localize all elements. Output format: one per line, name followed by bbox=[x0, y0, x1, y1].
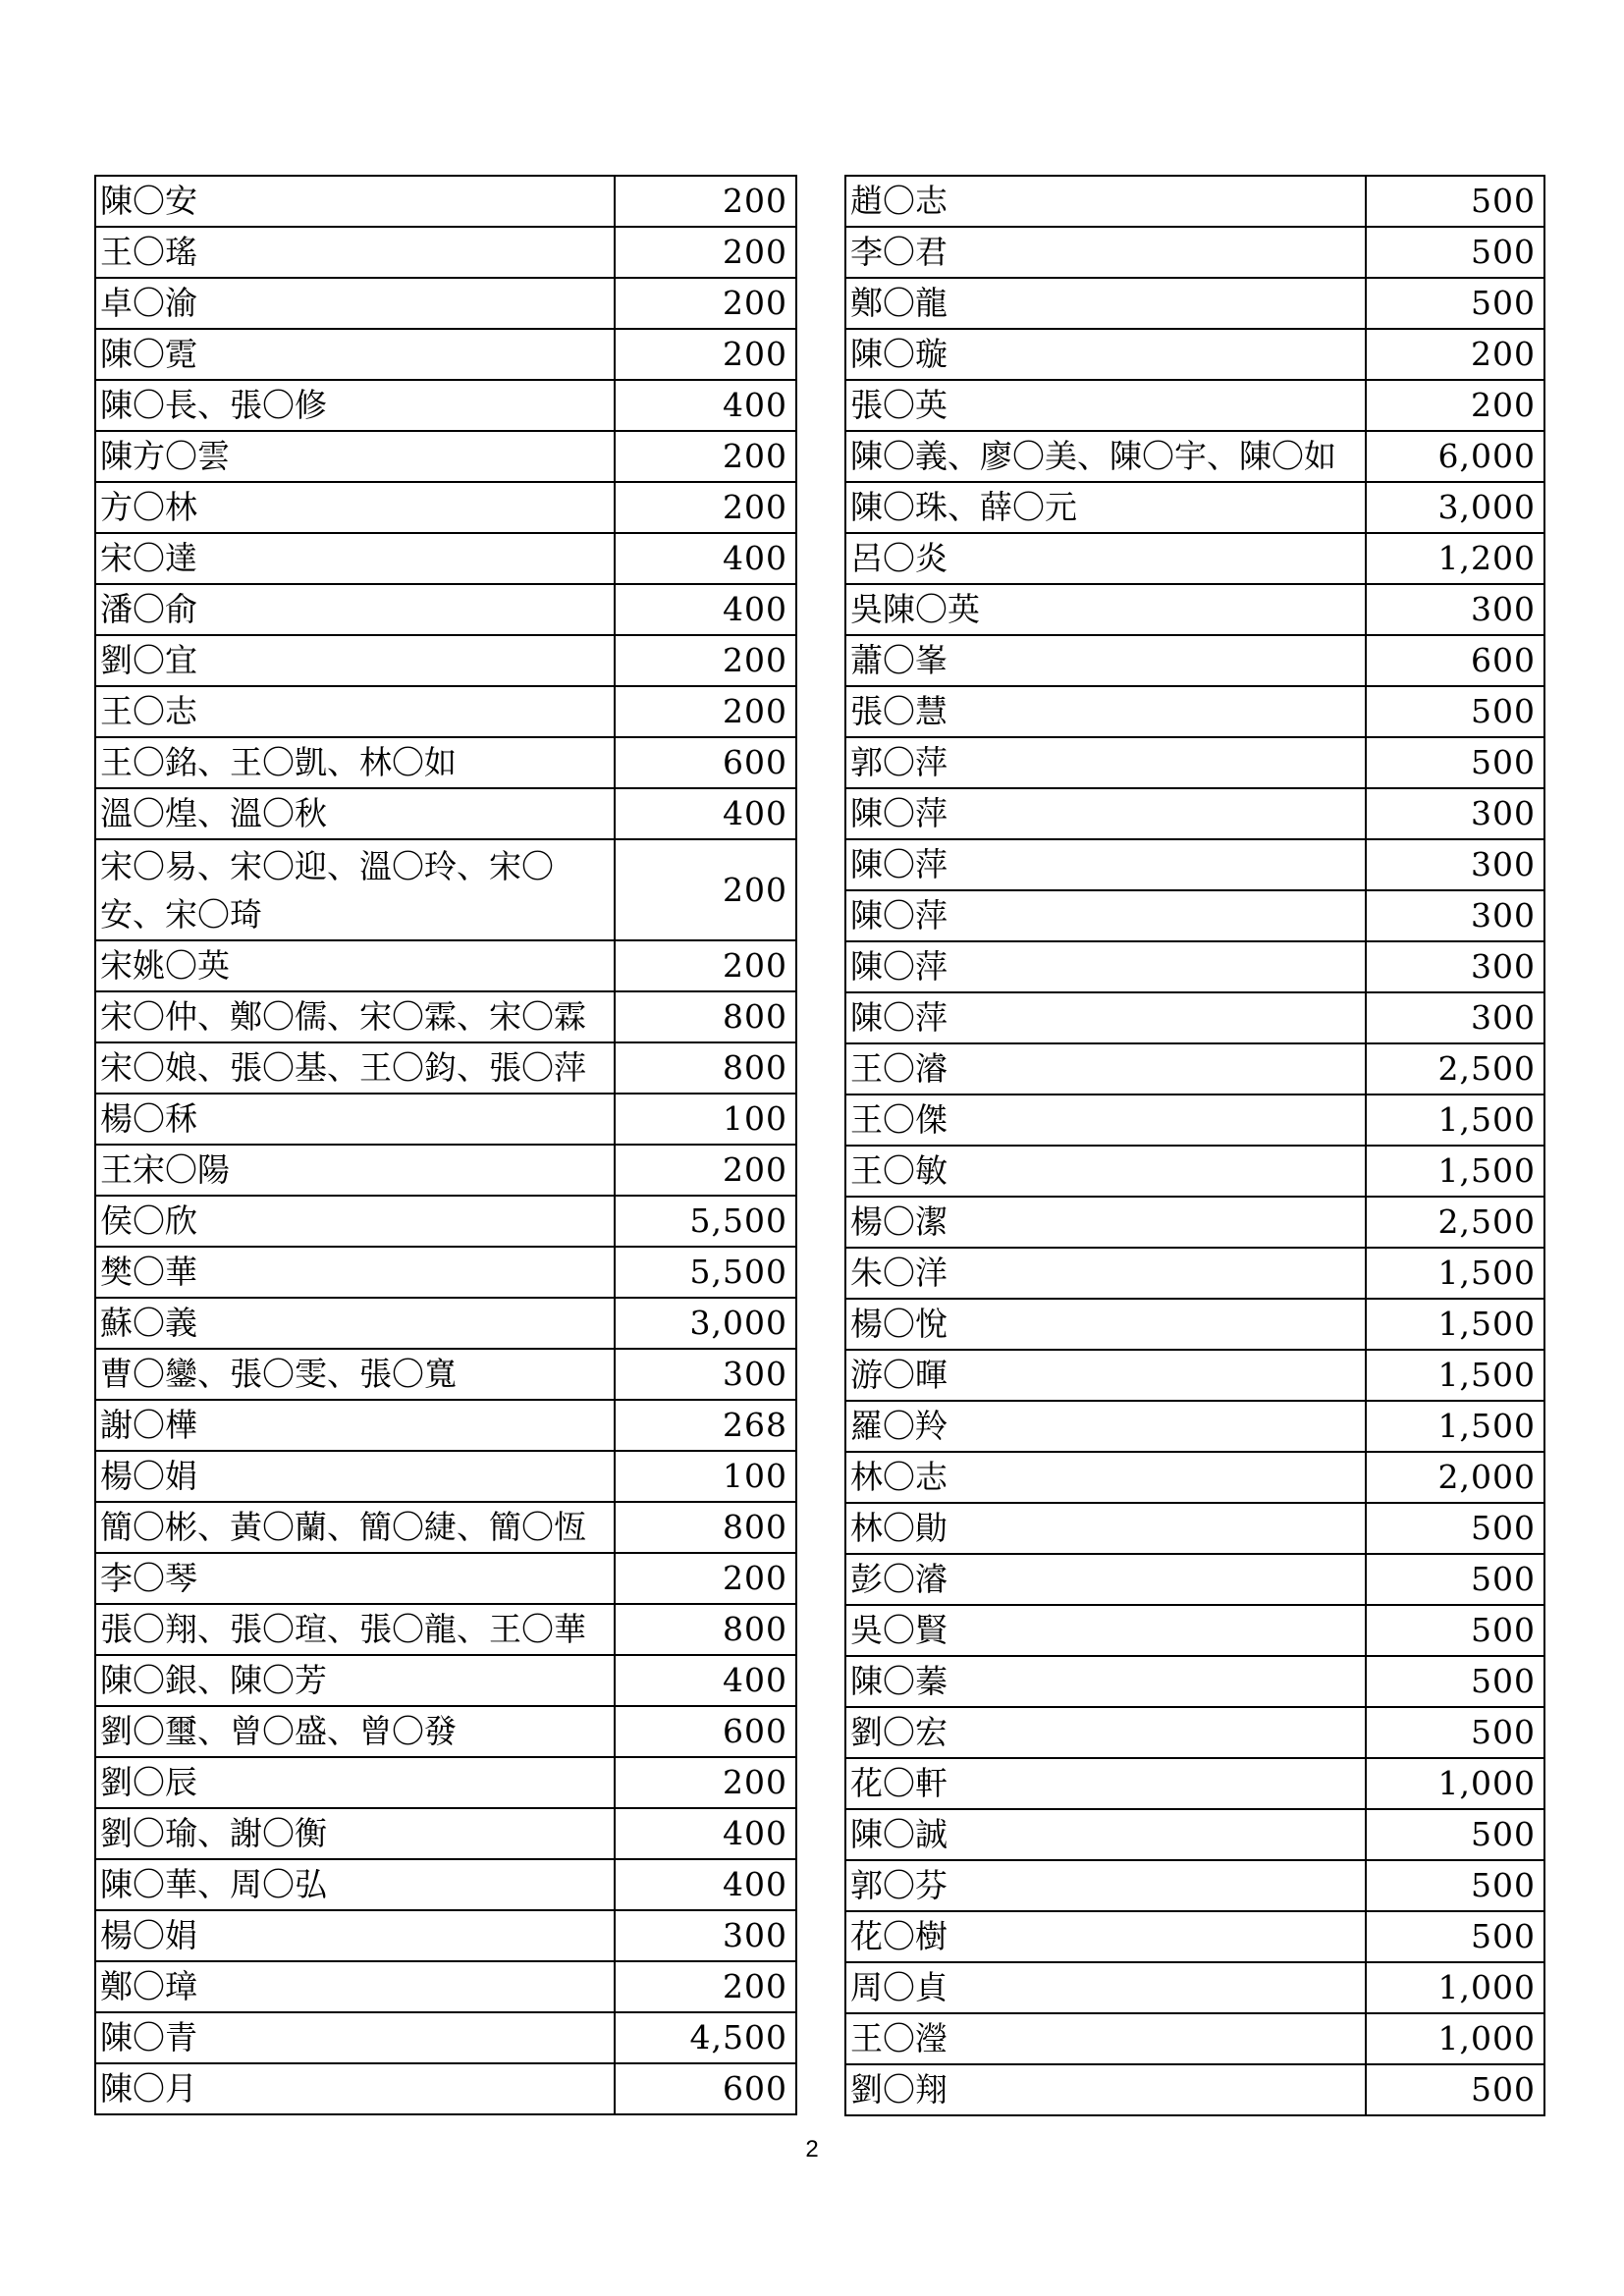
table-row bbox=[95, 1298, 796, 1349]
table-row bbox=[95, 1961, 796, 2012]
table-row bbox=[95, 1145, 796, 1196]
donor-name-cell: 方〇林 bbox=[95, 482, 615, 533]
donor-name-cell: 郭〇芬 bbox=[845, 1860, 1366, 1911]
table-row bbox=[845, 737, 1544, 788]
donor-name-cell: 溫〇煌、溫〇秋 bbox=[95, 788, 615, 839]
donation-amount-cell: 2,500 bbox=[1366, 1197, 1544, 1248]
donor-name-cell: 陳方〇雲 bbox=[95, 431, 615, 482]
donor-name-cell: 李〇琴 bbox=[95, 1553, 615, 1604]
donor-name-cell: 呂〇炎 bbox=[845, 533, 1366, 584]
donation-amount-cell: 300 bbox=[1366, 992, 1544, 1043]
donation-amount-cell: 400 bbox=[615, 533, 796, 584]
donation-amount-cell: 300 bbox=[1366, 890, 1544, 941]
donation-amount-cell: 500 bbox=[1366, 2064, 1544, 2115]
donation-amount-cell: 200 bbox=[615, 635, 796, 686]
donor-name-cell: 花〇樹 bbox=[845, 1911, 1366, 1962]
donor-name-cell: 劉〇宜 bbox=[95, 635, 615, 686]
donation-amount-cell: 500 bbox=[1366, 1605, 1544, 1656]
donation-amount-cell: 1,000 bbox=[1366, 2013, 1544, 2064]
donor-name-cell: 劉〇翔 bbox=[845, 2064, 1366, 2115]
donor-name-cell: 王〇志 bbox=[95, 686, 615, 737]
table-row bbox=[845, 1656, 1544, 1707]
donor-name-cell: 宋〇易、宋〇迎、溫〇玲、宋〇安、宋〇琦 bbox=[95, 839, 615, 940]
table-row bbox=[845, 380, 1544, 431]
donor-name-cell: 曹〇鑾、張〇雯、張〇寬 bbox=[95, 1349, 615, 1400]
donor-name-cell: 劉〇辰 bbox=[95, 1757, 615, 1808]
donor-name-cell: 陳〇萍 bbox=[845, 992, 1366, 1043]
donor-name-cell: 陳〇萍 bbox=[845, 890, 1366, 941]
table-row bbox=[845, 1554, 1544, 1605]
donor-table-left bbox=[94, 175, 797, 2115]
donation-amount-cell: 500 bbox=[1366, 1503, 1544, 1554]
table-row bbox=[845, 1605, 1544, 1656]
table-row bbox=[95, 533, 796, 584]
table-row bbox=[845, 839, 1544, 890]
donation-amount-cell: 200 bbox=[615, 278, 796, 329]
donation-amount-cell: 500 bbox=[1366, 176, 1544, 227]
table-row bbox=[95, 1910, 796, 1961]
donor-name-cell: 蘇〇義 bbox=[95, 1298, 615, 1349]
donation-amount-cell: 800 bbox=[615, 1604, 796, 1655]
table-row bbox=[845, 533, 1544, 584]
donor-name-cell: 李〇君 bbox=[845, 227, 1366, 278]
donation-amount-cell: 300 bbox=[1366, 941, 1544, 992]
donor-name-cell: 張〇慧 bbox=[845, 686, 1366, 737]
table-row bbox=[845, 1401, 1544, 1452]
donor-name-cell: 陳〇萍 bbox=[845, 941, 1366, 992]
donor-table-body bbox=[95, 176, 796, 2114]
donation-amount-cell: 1,200 bbox=[1366, 533, 1544, 584]
donation-amount-cell: 1,500 bbox=[1366, 1248, 1544, 1299]
page-number: 2 bbox=[805, 2136, 819, 2163]
table-row bbox=[845, 1095, 1544, 1146]
donor-name-cell: 周〇貞 bbox=[845, 1962, 1366, 2013]
donor-name-cell: 羅〇羚 bbox=[845, 1401, 1366, 1452]
donation-amount-cell: 500 bbox=[1366, 1554, 1544, 1605]
table-row bbox=[95, 635, 796, 686]
donor-name-cell: 吳〇賢 bbox=[845, 1605, 1366, 1656]
donor-name-cell: 陳〇月 bbox=[95, 2063, 615, 2114]
table-row bbox=[95, 1757, 796, 1808]
donation-amount-cell: 300 bbox=[1366, 584, 1544, 635]
donor-name-cell: 宋〇仲、鄭〇儒、宋〇霖、宋〇霖 bbox=[95, 991, 615, 1042]
table-row bbox=[845, 329, 1544, 380]
donation-amount-cell: 600 bbox=[1366, 635, 1544, 686]
donor-name-cell: 吳陳〇英 bbox=[845, 584, 1366, 635]
donor-table-right bbox=[844, 175, 1545, 2116]
donor-name-cell: 王〇銘、王〇凱、林〇如 bbox=[95, 737, 615, 788]
donation-amount-cell: 6,000 bbox=[1366, 431, 1544, 482]
table-row bbox=[845, 788, 1544, 839]
donor-name-cell: 楊〇潔 bbox=[845, 1197, 1366, 1248]
donor-name-cell: 陳〇霓 bbox=[95, 329, 615, 380]
donor-name-cell: 王〇傑 bbox=[845, 1095, 1366, 1146]
table-row bbox=[845, 890, 1544, 941]
table-row bbox=[95, 1196, 796, 1247]
table-row bbox=[95, 2063, 796, 2114]
table-row bbox=[845, 431, 1544, 482]
donor-name-cell: 蕭〇峯 bbox=[845, 635, 1366, 686]
donor-name-cell: 宋〇達 bbox=[95, 533, 615, 584]
donation-amount-cell: 200 bbox=[615, 176, 796, 227]
table-row bbox=[845, 1707, 1544, 1758]
donation-amount-cell: 1,500 bbox=[1366, 1095, 1544, 1146]
table-row bbox=[95, 227, 796, 278]
donation-amount-cell: 200 bbox=[615, 686, 796, 737]
donation-amount-cell: 400 bbox=[615, 1859, 796, 1910]
donation-amount-cell: 2,500 bbox=[1366, 1043, 1544, 1095]
table-row bbox=[95, 737, 796, 788]
table-row bbox=[95, 1502, 796, 1553]
table-row bbox=[845, 227, 1544, 278]
table-row bbox=[95, 940, 796, 991]
table-row bbox=[95, 2012, 796, 2063]
donor-name-cell: 陳〇華、周〇弘 bbox=[95, 1859, 615, 1910]
table-row bbox=[95, 1553, 796, 1604]
table-row bbox=[845, 1503, 1544, 1554]
donor-name-cell: 王〇濬 bbox=[845, 1043, 1366, 1095]
donation-amount-cell: 200 bbox=[1366, 380, 1544, 431]
table-row bbox=[845, 686, 1544, 737]
donation-amount-cell: 100 bbox=[615, 1094, 796, 1145]
table-row bbox=[845, 635, 1544, 686]
donation-amount-cell: 1,000 bbox=[1366, 1758, 1544, 1809]
donation-amount-cell: 200 bbox=[615, 1757, 796, 1808]
donation-amount-cell: 800 bbox=[615, 991, 796, 1042]
donation-amount-cell: 500 bbox=[1366, 737, 1544, 788]
donation-amount-cell: 500 bbox=[1366, 278, 1544, 329]
donor-name-cell: 花〇軒 bbox=[845, 1758, 1366, 1809]
table-row bbox=[845, 2064, 1544, 2115]
donation-amount-cell: 1,500 bbox=[1366, 1299, 1544, 1350]
table-row bbox=[845, 1911, 1544, 1962]
donor-name-cell: 陳〇珠、薛〇元 bbox=[845, 482, 1366, 533]
table-row bbox=[845, 992, 1544, 1043]
donor-name-cell: 朱〇洋 bbox=[845, 1248, 1366, 1299]
table-row bbox=[845, 1962, 1544, 2013]
table-row bbox=[845, 1299, 1544, 1350]
donor-name-cell: 陳〇安 bbox=[95, 176, 615, 227]
donation-amount-cell: 1,500 bbox=[1366, 1350, 1544, 1401]
donation-amount-cell: 200 bbox=[615, 940, 796, 991]
donation-amount-cell: 2,000 bbox=[1366, 1452, 1544, 1503]
table-row bbox=[845, 1350, 1544, 1401]
donor-name-cell: 王〇敏 bbox=[845, 1146, 1366, 1197]
table-row bbox=[95, 1859, 796, 1910]
donor-name-cell: 陳〇義、廖〇美、陳〇宇、陳〇如 bbox=[845, 431, 1366, 482]
table-row bbox=[845, 1146, 1544, 1197]
donor-name-cell: 趙〇志 bbox=[845, 176, 1366, 227]
donation-amount-cell: 600 bbox=[615, 737, 796, 788]
donation-amount-cell: 400 bbox=[615, 1808, 796, 1859]
donor-name-cell: 鄭〇龍 bbox=[845, 278, 1366, 329]
table-row bbox=[845, 941, 1544, 992]
table-row bbox=[845, 1809, 1544, 1860]
donation-amount-cell: 300 bbox=[615, 1910, 796, 1961]
donor-name-cell: 王〇瑤 bbox=[95, 227, 615, 278]
donor-name-cell: 劉〇瑜、謝〇衡 bbox=[95, 1808, 615, 1859]
donation-amount-cell: 500 bbox=[1366, 1911, 1544, 1962]
table-row bbox=[845, 584, 1544, 635]
donor-table-body bbox=[845, 176, 1544, 2115]
donation-amount-cell: 300 bbox=[615, 1349, 796, 1400]
table-row bbox=[95, 991, 796, 1042]
donation-amount-cell: 200 bbox=[1366, 329, 1544, 380]
donation-amount-cell: 300 bbox=[1366, 839, 1544, 890]
donor-name-cell: 王宋〇陽 bbox=[95, 1145, 615, 1196]
donation-amount-cell: 5,500 bbox=[615, 1196, 796, 1247]
donor-name-cell: 陳〇銀、陳〇芳 bbox=[95, 1655, 615, 1706]
table-row bbox=[95, 1247, 796, 1298]
donation-amount-cell: 500 bbox=[1366, 1656, 1544, 1707]
donation-amount-cell: 400 bbox=[615, 380, 796, 431]
table-row bbox=[95, 380, 796, 431]
table-row bbox=[95, 329, 796, 380]
donation-amount-cell: 1,000 bbox=[1366, 1962, 1544, 2013]
donation-amount-cell: 100 bbox=[615, 1451, 796, 1502]
donor-name-cell: 游〇暉 bbox=[845, 1350, 1366, 1401]
donation-amount-cell: 600 bbox=[615, 2063, 796, 2114]
donation-amount-cell: 500 bbox=[1366, 686, 1544, 737]
donation-amount-cell: 5,500 bbox=[615, 1247, 796, 1298]
table-row bbox=[95, 839, 796, 940]
donor-name-cell: 陳〇青 bbox=[95, 2012, 615, 2063]
donor-name-cell: 張〇英 bbox=[845, 380, 1366, 431]
donor-name-cell: 林〇志 bbox=[845, 1452, 1366, 1503]
table-row bbox=[845, 1248, 1544, 1299]
donation-amount-cell: 500 bbox=[1366, 1809, 1544, 1860]
table-row bbox=[845, 1758, 1544, 1809]
donor-name-cell: 郭〇萍 bbox=[845, 737, 1366, 788]
donor-name-cell: 陳〇長、張〇修 bbox=[95, 380, 615, 431]
donation-amount-cell: 1,500 bbox=[1366, 1146, 1544, 1197]
table-row bbox=[95, 1604, 796, 1655]
donation-amount-cell: 400 bbox=[615, 788, 796, 839]
table-row bbox=[95, 176, 796, 227]
donation-amount-cell: 800 bbox=[615, 1502, 796, 1553]
donor-name-cell: 鄭〇璋 bbox=[95, 1961, 615, 2012]
table-row bbox=[95, 278, 796, 329]
donor-name-cell: 陳〇璇 bbox=[845, 329, 1366, 380]
donor-name-cell: 陳〇萍 bbox=[845, 788, 1366, 839]
donor-name-cell: 宋〇娘、張〇基、王〇鈞、張〇萍 bbox=[95, 1042, 615, 1094]
donation-amount-cell: 3,000 bbox=[615, 1298, 796, 1349]
donor-name-cell: 楊〇娟 bbox=[95, 1451, 615, 1502]
donation-amount-cell: 500 bbox=[1366, 227, 1544, 278]
donation-amount-cell: 800 bbox=[615, 1042, 796, 1094]
table-row bbox=[95, 1042, 796, 1094]
donation-amount-cell: 200 bbox=[615, 329, 796, 380]
donation-amount-cell: 3,000 bbox=[1366, 482, 1544, 533]
donation-amount-cell: 400 bbox=[615, 1655, 796, 1706]
donor-name-cell: 樊〇華 bbox=[95, 1247, 615, 1298]
table-row bbox=[95, 431, 796, 482]
donor-name-cell: 簡〇彬、黃〇蘭、簡〇緁、簡〇恆 bbox=[95, 1502, 615, 1553]
table-row bbox=[95, 1400, 796, 1451]
donor-name-cell: 陳〇蓁 bbox=[845, 1656, 1366, 1707]
donation-amount-cell: 200 bbox=[615, 1553, 796, 1604]
table-row bbox=[95, 584, 796, 635]
table-row bbox=[845, 176, 1544, 227]
donor-name-cell: 陳〇萍 bbox=[845, 839, 1366, 890]
donation-amount-cell: 200 bbox=[615, 431, 796, 482]
donor-name-cell: 侯〇欣 bbox=[95, 1196, 615, 1247]
donor-name-cell: 楊〇秝 bbox=[95, 1094, 615, 1145]
donor-name-cell: 楊〇悅 bbox=[845, 1299, 1366, 1350]
table-row bbox=[95, 1706, 796, 1757]
donation-amount-cell: 1,500 bbox=[1366, 1401, 1544, 1452]
donor-name-cell: 王〇瀅 bbox=[845, 2013, 1366, 2064]
table-row bbox=[845, 482, 1544, 533]
table-row bbox=[95, 788, 796, 839]
donor-name-cell: 劉〇宏 bbox=[845, 1707, 1366, 1758]
table-row bbox=[845, 1860, 1544, 1911]
donor-name-cell: 張〇翔、張〇瑄、張〇龍、王〇華 bbox=[95, 1604, 615, 1655]
donor-name-cell: 謝〇樺 bbox=[95, 1400, 615, 1451]
donor-name-cell: 宋姚〇英 bbox=[95, 940, 615, 991]
donor-name-cell: 潘〇俞 bbox=[95, 584, 615, 635]
table-row bbox=[95, 1451, 796, 1502]
donation-amount-cell: 4,500 bbox=[615, 2012, 796, 2063]
table-row bbox=[845, 2013, 1544, 2064]
donation-amount-cell: 500 bbox=[1366, 1707, 1544, 1758]
donation-amount-cell: 200 bbox=[615, 839, 796, 940]
table-row bbox=[95, 1808, 796, 1859]
donation-amount-cell: 400 bbox=[615, 584, 796, 635]
table-row bbox=[95, 482, 796, 533]
donation-amount-cell: 200 bbox=[615, 227, 796, 278]
donor-name-cell: 彭〇濬 bbox=[845, 1554, 1366, 1605]
donor-name-cell: 卓〇渝 bbox=[95, 278, 615, 329]
table-row bbox=[845, 1197, 1544, 1248]
donor-name-cell: 劉〇璽、曾〇盛、曾〇發 bbox=[95, 1706, 615, 1757]
donor-name-cell: 陳〇誠 bbox=[845, 1809, 1366, 1860]
donation-amount-cell: 600 bbox=[615, 1706, 796, 1757]
donation-amount-cell: 268 bbox=[615, 1400, 796, 1451]
donor-name-cell: 楊〇娟 bbox=[95, 1910, 615, 1961]
table-row bbox=[845, 1043, 1544, 1095]
table-row bbox=[95, 1094, 796, 1145]
table-row bbox=[95, 1655, 796, 1706]
donation-amount-cell: 200 bbox=[615, 1961, 796, 2012]
donation-amount-cell: 200 bbox=[615, 482, 796, 533]
table-row bbox=[95, 1349, 796, 1400]
table-row bbox=[845, 1452, 1544, 1503]
donation-amount-cell: 200 bbox=[615, 1145, 796, 1196]
donor-name-cell: 林〇勛 bbox=[845, 1503, 1366, 1554]
donation-amount-cell: 300 bbox=[1366, 788, 1544, 839]
table-row bbox=[95, 686, 796, 737]
table-row bbox=[845, 278, 1544, 329]
donation-amount-cell: 500 bbox=[1366, 1860, 1544, 1911]
